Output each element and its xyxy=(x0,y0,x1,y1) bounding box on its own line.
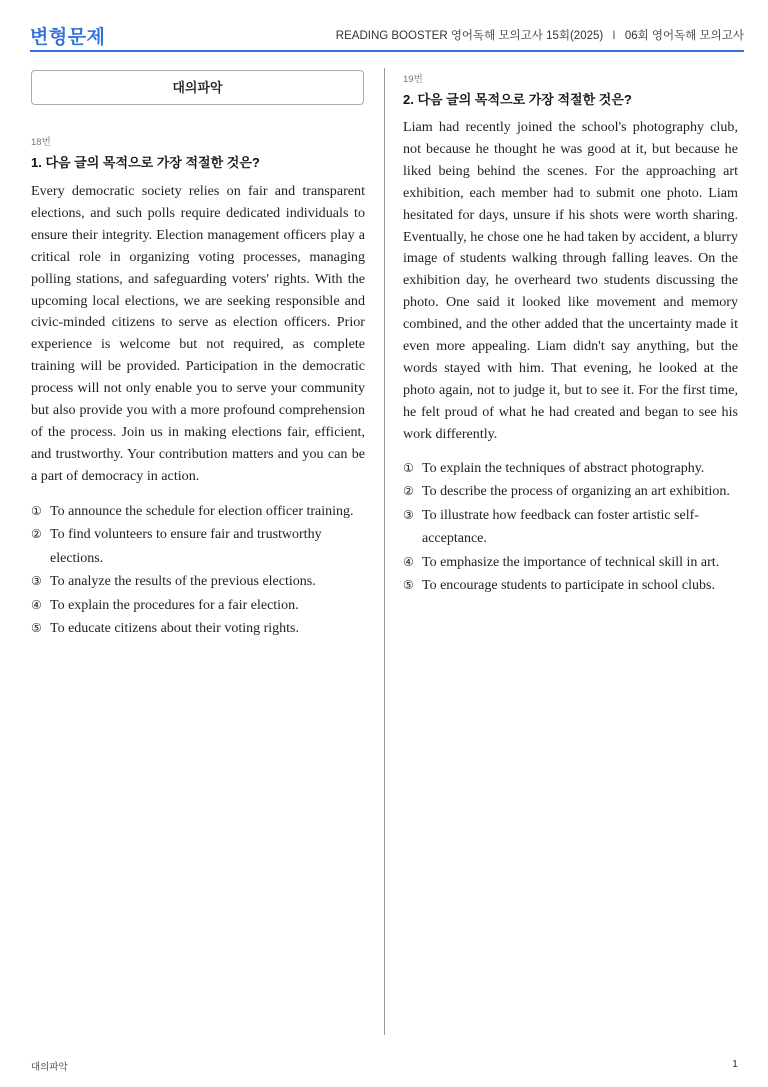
series-title: READING BOOSTER 영어독해 모의고사 15회(2025) xyxy=(335,30,604,42)
choice-text: To emphasize the importance of technical skill in art. xyxy=(422,554,720,570)
choice-text: To describe the process of organizing an art exhibition. xyxy=(422,484,730,500)
choice-text: To illustrate how feedback can foster artistic self-acceptance. xyxy=(422,507,699,547)
header-separator: I xyxy=(612,30,616,42)
choice-marker: ⑤ xyxy=(403,578,414,593)
question-title: 2. 다음 글의 목적으로 가장 적절한 것은? xyxy=(403,92,632,107)
question-passage: Every democratic society relies on fair and transparent elections, and such polls require dedicated individuals to ensure their integrity. Election management officers play a critical role in organizing voting processes, managing polling stations, and safeguarding voters' rights. With the upcoming local elections, we are seeking responsible and civic-minded citizens to serve as election officers. Prior experience is welcome but not required, as complete training will be provided. Participation in the democratic process will not only enable you to serve your community but also provide you with a more profound comprehension of the process. Join us in making elections fair, efficient, and trustworthy. Your contribution matters and you can be a part of democracy in action. xyxy=(31,183,365,484)
answer-choice[interactable] xyxy=(403,574,738,597)
choice-marker: ① xyxy=(31,504,42,518)
answer-choices xyxy=(31,500,365,640)
choice-marker: ② xyxy=(31,527,42,542)
answer-choice[interactable] xyxy=(403,457,738,480)
question-passage: Liam had recently joined the school's photography club, not because he thought he was good at it, but because he liked being behind the scenes. For the approaching art exhibition, each member had to submit one photo. Liam hesitated for days, unsure if his shots were worth sharing. Eventually, he chose one he had taken by accident, a blurry image of students walking through falling leaves. On the exhibition day, he overheard two students discussing the photo. One said it looked like movement and memory combined, and the other added that the uncertainty made it even more appealing. Liam didn't say anything, but the words stayed with him. That evening, he looked at the photo again, not to judge it, but to see it. For the first time, he felt proud of what he had created and began to see his work differently. xyxy=(403,119,738,442)
answer-choice[interactable] xyxy=(403,480,738,503)
column-divider xyxy=(384,68,385,1035)
exam-title: 06회 영어독해 모의고사 xyxy=(624,30,744,42)
answer-choice[interactable] xyxy=(31,617,365,640)
question-number: 18번 xyxy=(31,137,51,148)
choice-text: To educate citizens about their voting rights. xyxy=(50,621,300,637)
answer-choice[interactable] xyxy=(31,500,365,523)
answer-choice[interactable] xyxy=(31,523,365,570)
choice-text: To announce the schedule for election officer training. xyxy=(50,504,354,519)
page-header xyxy=(30,18,744,52)
choice-text: To find volunteers to ensure fair and trustworthy elections. xyxy=(50,527,322,566)
choice-text: To explain the techniques of abstract photography. xyxy=(422,461,705,476)
answer-choice[interactable] xyxy=(31,594,365,617)
choice-marker: ③ xyxy=(403,507,414,522)
footer-section: 대의파악 xyxy=(31,1062,68,1073)
answer-choices xyxy=(403,457,738,597)
choice-text: To analyze the results of the previous elections. xyxy=(50,574,316,590)
choice-marker: ④ xyxy=(31,597,42,612)
choice-marker: ③ xyxy=(31,574,42,589)
answer-choice[interactable] xyxy=(403,504,738,551)
question-number: 19번 xyxy=(403,74,423,85)
answer-choice[interactable] xyxy=(31,570,365,593)
choice-text: To explain the procedures for a fair election. xyxy=(50,597,299,613)
choice-marker: ① xyxy=(403,461,414,475)
category-label: 대의파악 xyxy=(31,70,364,105)
choice-text: To encourage students to participate in school clubs. xyxy=(422,578,715,594)
answer-choice[interactable] xyxy=(403,551,738,574)
header-info xyxy=(336,27,744,43)
question-title: 1. 다음 글의 목적으로 가장 적절한 것은? xyxy=(31,155,260,170)
choice-marker: ② xyxy=(403,484,414,499)
brand-title: 변형문제 xyxy=(30,27,106,48)
page-number: 1 xyxy=(732,1058,738,1070)
choice-marker: ④ xyxy=(403,554,414,569)
choice-marker: ⑤ xyxy=(31,621,42,636)
